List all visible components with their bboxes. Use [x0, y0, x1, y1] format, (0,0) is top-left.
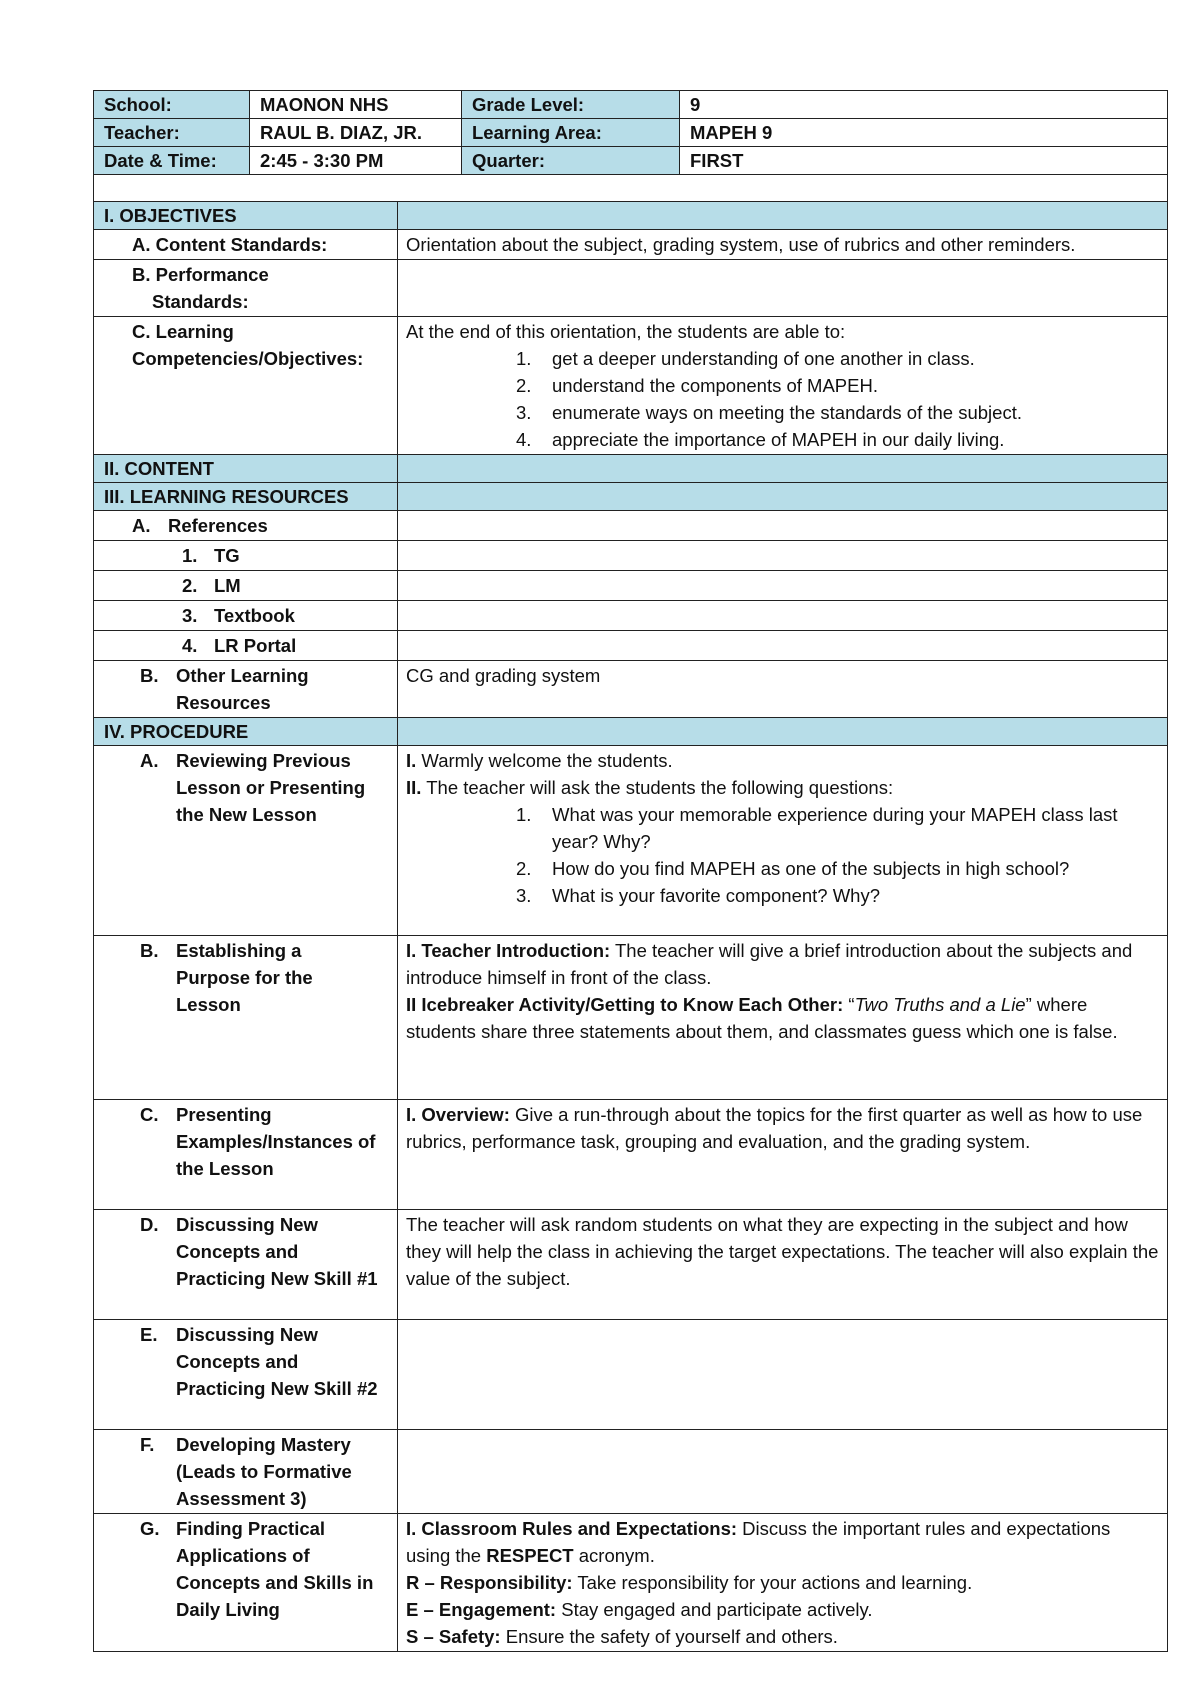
ref-item-textbook: 3. Textbook	[94, 601, 398, 631]
competencies-row	[94, 317, 1168, 455]
procedure-g-label: G. Finding Practical Applications of Concepts and Skills in Daily Living	[94, 1514, 398, 1652]
procedure-a-label: A. Reviewing Previous Lesson or Presenting the New Lesson	[94, 746, 398, 936]
quarter-label: Quarter:	[462, 147, 680, 175]
procedure-row-d	[94, 1210, 1168, 1320]
school-value: MAONON NHS	[250, 91, 462, 119]
procedure-d-value: The teacher will ask random students on what they are expecting in the subject and how they will help the class in achieving the target expectations. The teacher will also explain the value of the subject.	[398, 1210, 1168, 1320]
other-resources-row	[94, 661, 1168, 718]
lesson-plan-page	[93, 90, 1167, 1652]
list-item: 3. enumerate ways on meeting the standards of the subject.	[516, 402, 1022, 423]
spacer-row	[94, 175, 1168, 202]
grade-level-label: Grade Level:	[462, 91, 680, 119]
content-standards-value: Orientation about the subject, grading system, use of rubrics and other reminders.	[398, 230, 1168, 260]
procedure-row-b	[94, 936, 1168, 1100]
procedure-e-value	[398, 1320, 1168, 1430]
performance-standards-value	[398, 260, 1168, 317]
header-row-date	[94, 147, 1168, 175]
ref-row-textbook	[94, 601, 1168, 631]
date-time-value: 2:45 - 3:30 PM	[250, 147, 462, 175]
ref-item-lm: 2. LM	[94, 571, 398, 601]
references-row	[94, 511, 1168, 541]
list-item: 1. get a deeper understanding of one another in class.	[516, 348, 975, 369]
list-item: 2. How do you find MAPEH as one of the subjects in high school?	[516, 858, 1070, 879]
other-resources-value: CG and grading system	[398, 661, 1168, 718]
header-table	[93, 90, 1168, 175]
teacher-label: Teacher:	[94, 119, 250, 147]
competencies-label: C. Learning Competencies/Objectives:	[94, 317, 398, 455]
list-item: 4. appreciate the importance of MAPEH in our daily living.	[516, 429, 1005, 450]
procedure-f-value	[398, 1430, 1168, 1514]
section-objectives	[94, 202, 1168, 230]
header-row-school	[94, 91, 1168, 119]
ref-row-lm	[94, 571, 1168, 601]
teacher-value: RAUL B. DIAZ, JR.	[250, 119, 462, 147]
procedure-row-c	[94, 1100, 1168, 1210]
procedure-g-value: I. Classroom Rules and Expectations: Discuss the important rules and expectations using the RESPECT acronym. R – Responsibility: Take responsibility for your actions and learning. E – Engagement: Stay engaged and participate actively. S – Safety: Ensure the safety of yourself and others.	[398, 1514, 1168, 1652]
procedure-a-value: I. Warmly welcome the students. II. The teacher will ask the students the following questions: 1. What was your memorable experience during your MAPEH class last year? Why? 2. How do you find MAPEH as one of the subjects in high school? 3. What is your favorite component? Why?	[398, 746, 1168, 936]
other-resources-label: B. Other Learning Resources	[94, 661, 398, 718]
learning-area-value: MAPEH 9	[680, 119, 1168, 147]
section-resources	[94, 483, 1168, 511]
procedure-d-label: D. Discussing New Concepts and Practicing New Skill #1	[94, 1210, 398, 1320]
grade-level-value: 9	[680, 91, 1168, 119]
resources-title: III. LEARNING RESOURCES	[94, 483, 398, 511]
ref-item-lr-portal: 4. LR Portal	[94, 631, 398, 661]
section-content	[94, 455, 1168, 483]
ref-row-lr-portal	[94, 631, 1168, 661]
procedure-b-label: B. Establishing a Purpose for the Lesson	[94, 936, 398, 1100]
competencies-intro: At the end of this orientation, the students are able to:	[406, 321, 846, 342]
references-label: A. References	[94, 511, 398, 541]
ref-row-tg	[94, 541, 1168, 571]
objectives-title: I. OBJECTIVES	[94, 202, 398, 230]
procedure-title: IV. PROCEDURE	[94, 718, 398, 746]
procedure-e-label: E. Discussing New Concepts and Practicing New Skill #2	[94, 1320, 398, 1430]
list-item: 3. What is your favorite component? Why?	[516, 885, 881, 906]
school-label: School:	[94, 91, 250, 119]
procedure-c-label: C. Presenting Examples/Instances of the Lesson	[94, 1100, 398, 1210]
date-time-label: Date & Time:	[94, 147, 250, 175]
procedure-row-e	[94, 1320, 1168, 1430]
lesson-table	[93, 175, 1168, 1652]
procedure-row-f	[94, 1430, 1168, 1514]
procedure-row-a	[94, 746, 1168, 936]
content-standards-label: A. Content Standards:	[94, 230, 398, 260]
procedure-b-value: I. Teacher Introduction: The teacher will give a brief introduction about the subjects and introduce himself in front of the class. II Icebreaker Activity/Getting to Know Each Other: “Two Truths and a Lie” where students share three statements about them, and classmates guess which one is false.	[398, 936, 1168, 1100]
procedure-c-value: I. Overview: Give a run-through about the topics for the first quarter as well as how to use rubrics, performance task, grouping and evaluation, and the grading system.	[398, 1100, 1168, 1210]
content-standards-row	[94, 230, 1168, 260]
learning-area-label: Learning Area:	[462, 119, 680, 147]
quarter-value: FIRST	[680, 147, 1168, 175]
competencies-list	[406, 345, 1159, 453]
competencies-value	[398, 317, 1168, 455]
section-procedure	[94, 718, 1168, 746]
content-title: II. CONTENT	[94, 455, 398, 483]
performance-standards-row	[94, 260, 1168, 317]
list-item: 1. What was your memorable experience during your MAPEH class last year? Why?	[516, 804, 1118, 852]
procedure-row-g	[94, 1514, 1168, 1652]
procedure-f-label: F. Developing Mastery (Leads to Formative Assessment 3)	[94, 1430, 398, 1514]
performance-standards-label: B. Performance Standards:	[94, 260, 398, 317]
ref-item-tg: 1. TG	[94, 541, 398, 571]
header-row-teacher	[94, 119, 1168, 147]
questions-list	[406, 801, 1159, 909]
list-item: 2. understand the components of MAPEH.	[516, 375, 878, 396]
